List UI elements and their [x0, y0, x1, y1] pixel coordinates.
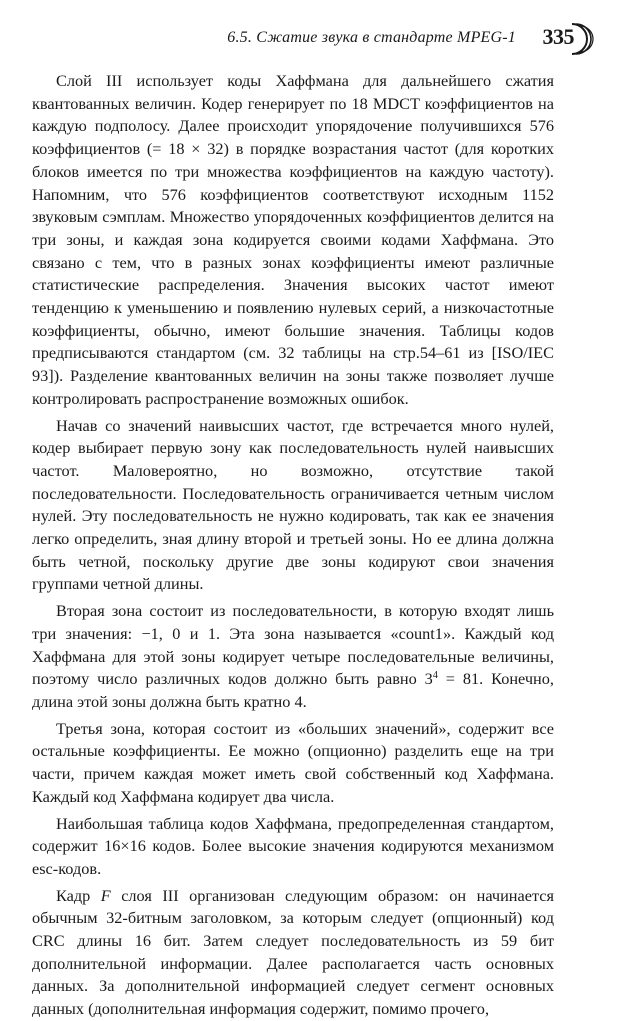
paragraph-3-text: Вторая зона состоит из последовательности, в которую входят лишь три значения: −1, 0 и 1. Эта зона называется «count1». Каждый код Хаффмана для этой зоны кодирует четыре последовательные величины, поэтому число различных кодов должно быть равно 3 [32, 601, 554, 689]
page-number-ornament-icon [570, 22, 594, 56]
paragraph-3 [32, 600, 554, 714]
paragraph-2: Начав со значений наивысших частот, где встречается много нулей, кодер выбирает первую зону как последовательность нулей наивысших частот. Маловероятно, но возможно, отсутствие такой последовательности. Последовательность ограничивается четным числом нулей. Эту последовательность не нужно кодировать, так как ее значения легко определить, зная длину второй и третьей зоны. Но ее длина должна быть четной, поскольку другие две зоны кодируют свои значения группами четной длины. [32, 415, 554, 594]
frame-variable: F [100, 885, 111, 905]
paragraph-5: Наибольшая таблица кодов Хаффмана, предопределенная стандартом, содержит 16×16 кодов. Более высокие значения кодируются механизмом esc-кодов. [32, 813, 554, 878]
paragraph-6-lead: Кадр [56, 885, 101, 905]
running-title: 6.5. Сжатие звука в стандарте MPEG-1 [227, 29, 516, 46]
page-number: 335 [542, 24, 574, 49]
body-text [32, 70, 554, 1021]
paragraph-6 [32, 885, 554, 1021]
paragraph-1: Слой III использует коды Хаффмана для дальнейшего сжатия квантованных величин. Кодер генерирует по 18 MDCT коэффициентов на каждую подполосу. Далее происходит упорядочение получившихся 576 коэффициентов (= 18 × 32) в порядке возрастания частот (для коротких блоков имеется по три множества коэффициентов на каждую частоту). Напомним, что 576 коэффициентов соответствуют исходным 1152 звуковым сэмплам. Множество упорядоченных коэффициентов делится на три зоны, и каждая зона кодируется своими кодами Хаффмана. Это связано с тем, что в разных зонах коэффициенты имеют различные статистические распределения. Значения высоких частот имеют тенденцию к уменьшению и появлению нулевых серий, а низкочастотные коэффициенты, обычно, имеют большие значения. Таблицы кодов предписываются стандартом (см. 32 таблицы на стр.54–61 из [ISO/IEC 93]). Разделение квантованных величин на зоны также позволяет лучше контролировать распространение возможных ошибок. [32, 71, 554, 408]
exponent: 4 [432, 670, 438, 682]
paragraph-3-tail: = 81. Конечно, длина этой зоны должна быть кратно 4. [32, 669, 554, 711]
paragraph-4: Третья зона, которая состоит из «больших значений», содержит все остальные коэффициенты. Ее можно (опционно) разделить еще на три части, причем каждая может иметь свой собственный код Хаффмана. Каждый код Хаффмана кодирует два числа. [32, 718, 554, 806]
page-header [30, 22, 612, 56]
paragraph-6-text: слоя III организован следующим образом: он начинается обычным 32-битным заголовком, за которым следует (опционный) код CRC длины 16 бит. Затем следует последовательность из 59 бит дополнительной информации. Далее располагается часть основных данных. За дополнительной информацией следует сегмент основных данных (дополнительная информация содержит, помимо прочего, [32, 885, 555, 1019]
